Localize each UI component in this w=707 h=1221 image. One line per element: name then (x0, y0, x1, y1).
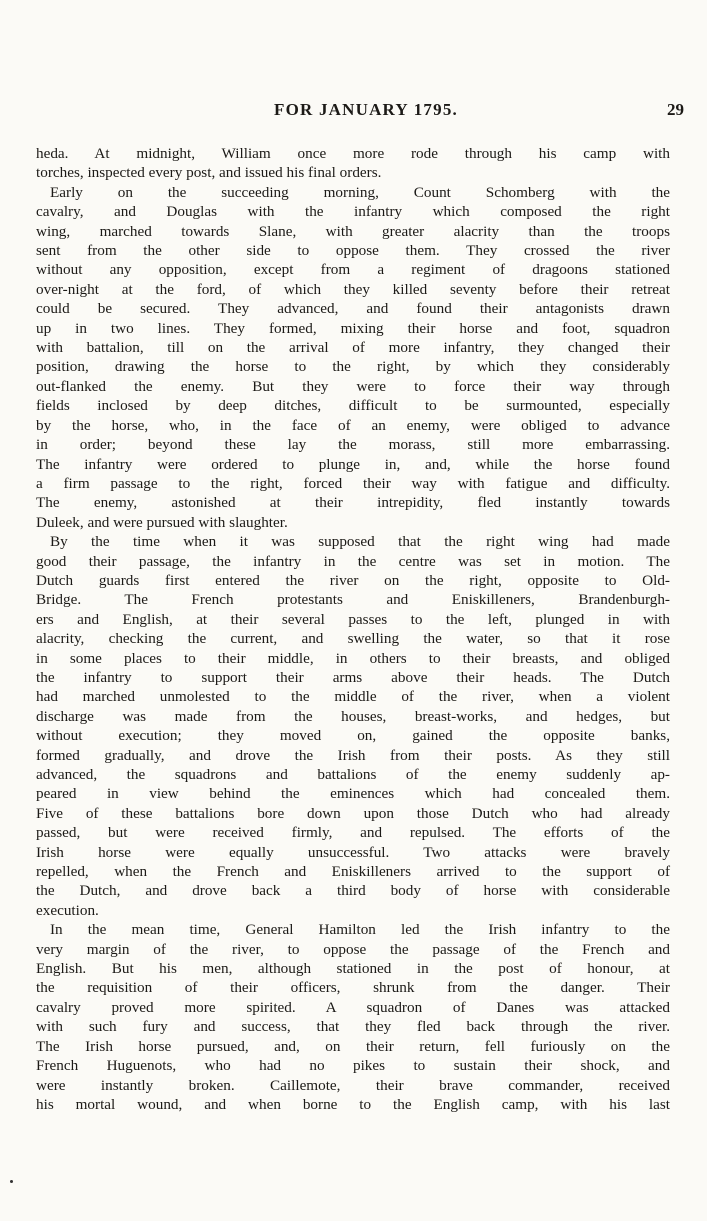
text-line: over-night at the ford, of which they killed seventy before their retreat (36, 280, 670, 298)
text-line: ers and English, at their several passes to the left, plunged in with (36, 610, 670, 628)
text-line: in order; beyond these lay the morass, still more embarrassing. (36, 436, 670, 454)
text-line: up in two lines. They formed, mixing their horse and foot, squadron (36, 319, 670, 337)
page-speck (10, 1180, 13, 1183)
body-text (36, 144, 670, 1114)
text-line: The enemy, astonished at their intrepidity, fled instantly towards (36, 494, 670, 512)
text-line: In the mean time, General Hamilton led the Irish infantry to the (50, 921, 670, 939)
text-line: execution. (36, 901, 99, 919)
text-line: were instantly broken. Caillemote, their brave commander, received (36, 1076, 670, 1094)
text-line: repelled, when the French and Eniskilleners arrived to the support of (36, 863, 670, 881)
text-line: the infantry to support their arms above their heads. The Dutch (36, 668, 670, 686)
text-line: Duleek, and were pursued with slaughter. (36, 513, 288, 531)
page-header (48, 100, 684, 130)
text-line: in some places to their middle, in others to their breasts, and obliged (36, 649, 670, 667)
text-line: heda. At midnight, William once more rode through his camp with (36, 145, 670, 162)
text-line: the requisition of their officers, shrunk from the danger. Their (36, 979, 670, 997)
text-line: Dutch guards first entered the river on the right, opposite to Old- (36, 571, 670, 589)
text-line: passed, but were received firmly, and repulsed. The efforts of the (36, 824, 670, 842)
text-line: a firm passage to the right, forced their way with fatigue and difficulty. (36, 474, 670, 492)
text-line: cavalry proved more spirited. A squadron of Danes was attacked (36, 998, 670, 1016)
text-line: with battalion, till on the arrival of more infantry, they changed their (36, 339, 670, 357)
text-line: out-flanked the enemy. But they were to force their way through (36, 377, 670, 395)
text-line: without any opposition, except from a regiment of dragoons stationed (36, 261, 670, 279)
text-line: The infantry were ordered to plunge in, and, while the horse found (36, 455, 670, 473)
text-line: advanced, the squadrons and battalions of the enemy suddenly ap- (36, 766, 670, 783)
text-line: Bridge. The French protestants and Eniskilleners, Brandenburgh- (36, 591, 670, 609)
text-line: torches, inspected every post, and issued his final orders. (36, 164, 382, 182)
text-line: Early on the succeeding morning, Count Schomberg with the (50, 183, 670, 201)
running-head: FOR JANUARY 1795. (274, 100, 458, 119)
text-line: his mortal wound, and when borne to the English camp, with his last (36, 1095, 670, 1113)
text-line: discharge was made from the houses, breast-works, and hedges, but (36, 707, 670, 725)
text-line: had marched unmolested to the middle of the river, when a violent (36, 688, 670, 706)
text-line: good their passage, the infantry in the centre was set in motion. The (36, 552, 670, 570)
page-number: 29 (667, 100, 684, 119)
text-line: alacrity, checking the current, and swelling the water, so that it rose (36, 630, 670, 648)
text-line: with such fury and success, that they fled back through the river. (36, 1018, 670, 1036)
text-line: very margin of the river, to oppose the passage of the French and (36, 940, 670, 958)
text-line: English. But his men, although stationed in the post of honour, at (36, 960, 670, 978)
text-line: cavalry, and Douglas with the infantry which composed the right (36, 203, 670, 221)
text-line: peared in view behind the eminences which had concealed them. (36, 785, 670, 803)
text-line: sent from the other side to oppose them. They crossed the river (36, 242, 670, 260)
text-line: could be secured. They advanced, and found their antagonists drawn (36, 300, 670, 318)
text-line: formed gradually, and drove the Irish from their posts. As they still (36, 746, 670, 764)
text-line: the Dutch, and drove back a third body of horse with considerable (36, 882, 670, 900)
text-line: wing, marched towards Slane, with greater alacrity than the troops (36, 222, 670, 240)
text-line: French Huguenots, who had no pikes to sustain their shock, and (36, 1057, 670, 1075)
text-line: fields inclosed by deep ditches, difficult to be surmounted, especially (36, 397, 670, 415)
text-line: By the time when it was supposed that the right wing had made (50, 533, 670, 551)
text-line: without execution; they moved on, gained the opposite banks, (36, 727, 670, 745)
text-line: Five of these battalions bore down upon those Dutch who had already (36, 804, 670, 822)
text-line: The Irish horse pursued, and, on their return, fell furiously on the (36, 1037, 670, 1055)
text-line: by the horse, who, in the face of an enemy, were obliged to advance (36, 416, 670, 434)
text-line: position, drawing the horse to the right, by which they considerably (36, 358, 670, 376)
text-line: Irish horse were equally unsuccessful. Two attacks were bravely (36, 843, 670, 861)
